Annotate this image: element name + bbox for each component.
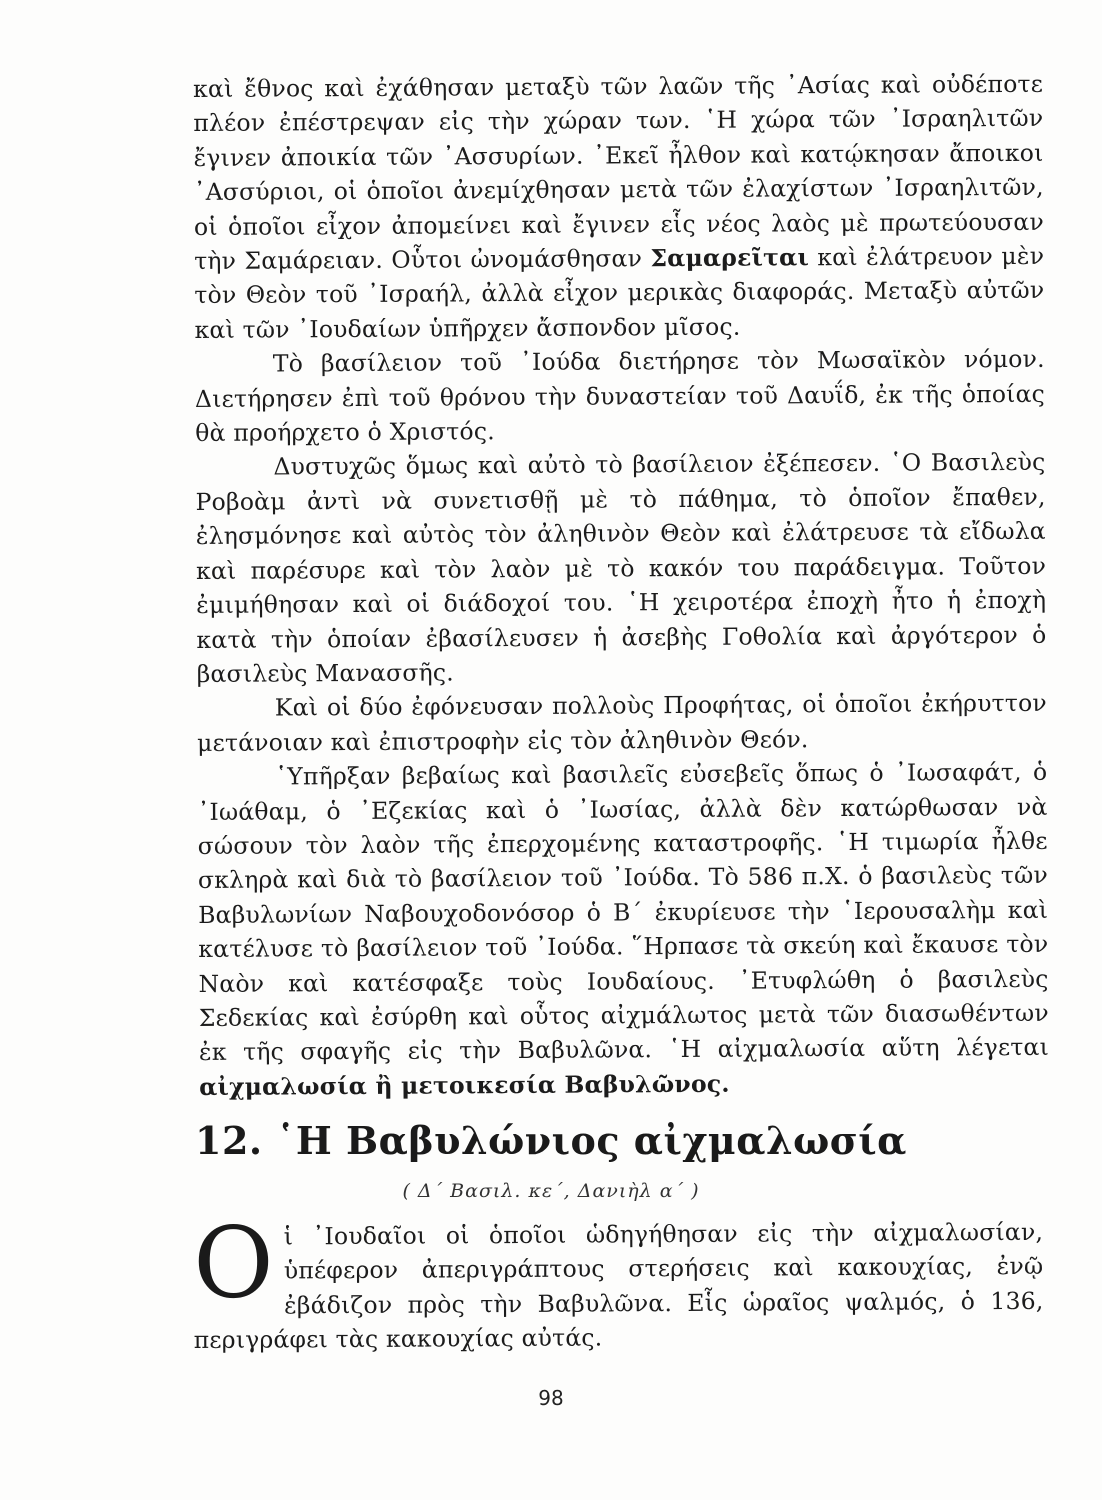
paragraph-5	[197, 755, 1049, 1104]
chapter-body	[192, 1206, 1044, 1358]
term-samaritans: Σαμαρεῖται	[650, 243, 810, 273]
paragraph-2	[195, 342, 1046, 450]
chapter-heading: 12. ῾Η Βαβυλώνιος αἰχμαλωσία	[195, 1118, 907, 1163]
paragraph-3-text: Δυστυχῶς ὅμως καὶ αὐτὸ τὸ βασίλειον ἐξέπεσεν. ῾Ο Βασιλεὺς Ροβοὰμ ἀντὶ νὰ συνετισθῇ μὲ τὸ πάθημα, τὸ ὁποῖον ἔπαθεν, ἐλησμόνησε καὶ αὐτὸς τὸν ἀληθινὸν Θεὸν καὶ ἐλάτρευσε τὰ εἴδωλα καὶ παρέσυρε καὶ τὸν λαὸν μὲ τὸ κακόν του παράδειγμα. Τοῦτον ἐμιμήθησαν καὶ οἱ διάδοχοί του. ῾Η χειροτέρα ἐποχὴ ἦτο ἡ ἐποχὴ κατὰ τὴν ὁποίαν ἐβασίλευσεν ἡ ἀσεβὴς Γοθολία καὶ ἀργότερον ὁ βασιλεὺς Μανασσῆς.	[195, 448, 1047, 688]
paragraph-3	[195, 445, 1046, 691]
body-text	[193, 67, 1049, 1104]
paragraph-4	[197, 686, 1047, 760]
page-number: 98	[538, 1386, 564, 1410]
paragraph-1-text-b: καὶ ἐλάτρευον μὲν τὸν Θεὸν τοῦ ᾿Ισραήλ, ἀλλὰ εἶχον μερικὰς διαφοράς. Μεταξὺ αὐτῶν καὶ τῶν ᾿Ιουδαίων ὑπῆρχεν ἄσπονδον μῖσος.	[194, 241, 1045, 344]
chapter-reference: ( Δ΄ Βασιλ. κε΄, Δανιὴλ α΄ )	[402, 1180, 700, 1202]
paragraph-5-text-a: ῾Υπῆρξαν βεβαίως καὶ βασιλεῖς εὐσεβεῖς ὅπως ὁ ᾿Ιωσαφάτ, ὁ ᾿Ιωάθαμ, ὁ ᾿Εζεκίας καὶ ὁ ᾿Ιωσίας, ἀλλὰ δὲν κατώρθωσαν νὰ σώσουν τὸν λαὸν τῆς ἐπερχομένης καταστροφῆς. ῾Η τιμωρία ἦλθε σκληρὰ καὶ διὰ τὸ βασίλειον τοῦ ᾿Ιούδα. Τὸ 586 π.Χ. ὁ βασιλεὺς τῶν Βαβυλωνίων Ναβουχοδονόσορ ὁ Β΄ ἐκυρίευσε τὴν ῾Ιερουσαλὴμ καὶ κατέλυσε τὸ βασίλειον τοῦ ᾿Ιούδα. ῞Ηρπασε τὰ σκεύη καὶ ἔκαυσε τὸν Ναὸν καὶ κατέσφαξε τοὺς Ιουδαίους. ᾿Ετυφλώθη ὁ βασιλεὺς Σεδεκίας καὶ ἐσύρθη καὶ οὗτος αἰχμάλωτος μετὰ τῶν διασωθέντων ἐκ τῆς σφαγῆς εἰς τὴν Βαβυλῶνα. ῾Η αἰχμαλωσία αὕτη λέγεται	[197, 757, 1050, 1067]
term-babylonian-captivity: αἰχμαλωσία ἢ μετοικεσία Βαβυλῶνος.	[199, 1069, 730, 1101]
drop-cap: O	[192, 1206, 275, 1321]
paragraph-2-text: Τὸ βασίλειον τοῦ ᾿Ιούδα διετήρησε τὸν Μωσαϊκὸν νόμον. Διετήρησεν ἐπὶ τοῦ θρόνου τὴν δυναστείαν τοῦ Δαυΐδ, ἐκ τῆς ὁποίας θὰ προήρχετο ὁ Χριστός.	[194, 345, 1046, 448]
paragraph-1	[193, 67, 1045, 347]
chapter-body-text: ἱ ᾿Ιουδαῖοι οἱ ὁποῖοι ὡδηγήθησαν εἰς τὴν αἰχμαλωσίαν, ὑπέφερον ἀπεριγράπτους στερήσεις καὶ κακουχίας, ἐνῷ ἐβάδιζον πρὸς τὴν Βαβυλῶνα. Εἷς ὡραῖος ψαλμός, ὁ 136, περιγράφει τὰς κακουχίας αὐτάς.	[193, 1217, 1044, 1355]
paragraph-1-text-a: καὶ ἔθνος καὶ ἐχάθησαν μεταξὺ τῶν λαῶν τῆς ᾿Ασίας καὶ οὐδέποτε πλέον ἐπέστρεψαν εἰς τὴν χώραν των. ῾Η χώρα τῶν ᾿Ισραηλιτῶν ἔγινεν ἀποικία τῶν ᾿Ασσυρίων. ᾿Εκεῖ ἦλθον καὶ κατῴκησαν ἄποικοι ᾿Ασσύριοι, οἱ ὁποῖοι ἀνεμίχθησαν μετὰ τῶν ἐλαχίστων ᾿Ισραηλιτῶν, οἱ ὁποῖοι εἶχον ἀπομείνει καὶ ἔγινεν εἷς νέος λαὸς μὲ πρωτεύουσαν τὴν Σαμάρειαν. Οὗτοι ὠνομάσθησαν	[193, 69, 1045, 276]
paragraph-4-text: Καὶ οἱ δύο ἐφόνευσαν πολλοὺς Προφήτας, οἱ ὁποῖοι ἐκήρυττον μετάνοιαν καὶ ἐπιστροφὴν εἰς τὸν ἀληθινὸν Θεόν.	[197, 689, 1047, 757]
